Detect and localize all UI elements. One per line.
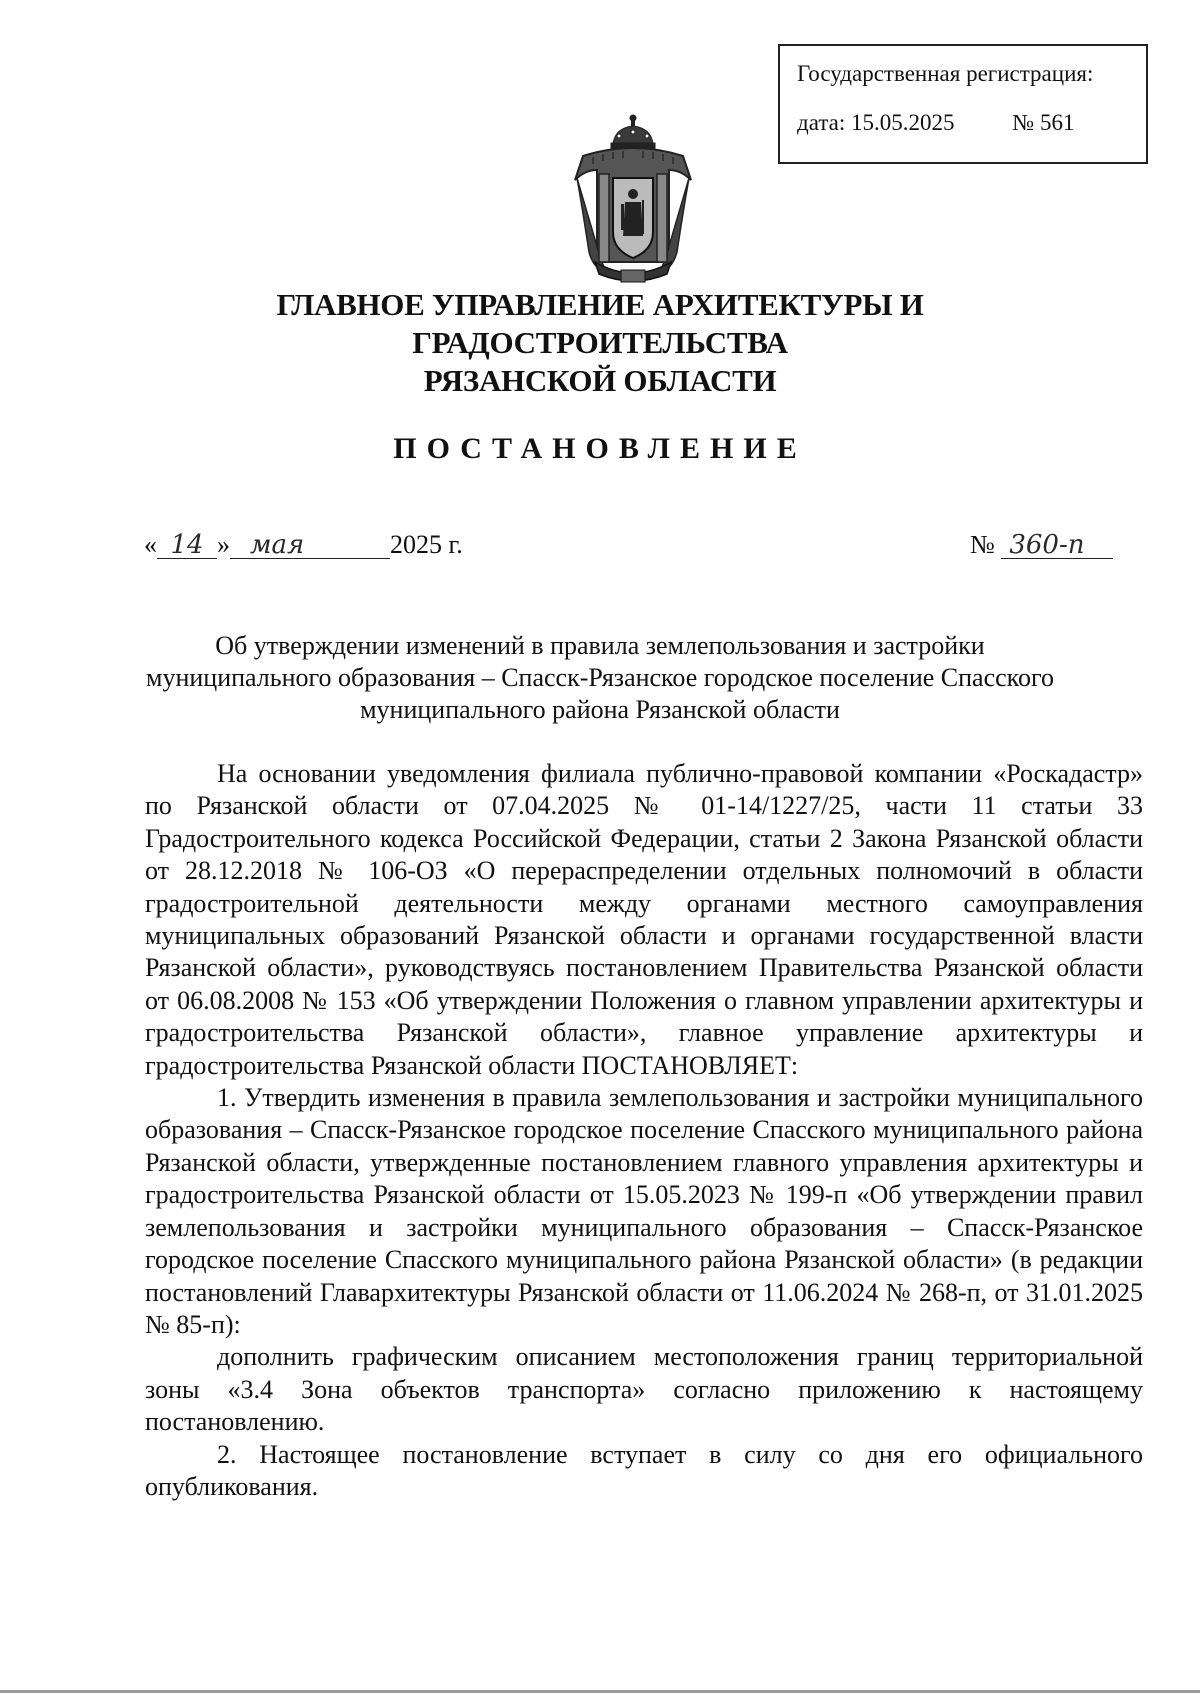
date-close-quote: »: [217, 530, 230, 559]
agency-name-line1: ГЛАВНОЕ УПРАВЛЕНИЕ АРХИТЕКТУРЫ И ГРАДОСТРОИТЕЛЬСТВА: [276, 287, 924, 360]
agency-name: [90, 286, 1110, 400]
date-day: 14: [157, 532, 217, 559]
item-1-subparagraph: дополнить графическим описанием местоположения границ территориальной зоны «3.4 Зона объектов транспорта» согласно приложению к настоящему постановлению.: [145, 1342, 1143, 1437]
date-open-quote: «: [144, 530, 157, 559]
scan-edge-divider: [0, 1690, 1200, 1693]
document-date: [144, 530, 463, 560]
document-type: ПОСТАНОВЛЕНИЕ: [393, 432, 807, 465]
preamble-paragraph: На основании уведомления филиала публично-правовой компании «Роскадастр» по Рязанской области от 07.04.2025 № 01-14/1227/25, части 11 статьи 33 Градостроительного кодекса Российской Федерации, статьи 2 Закона Рязанской области от 28.12.2018 № 106-ОЗ «О перераспределении отдельных полномочий в области градостроительной деятельности между органами местного самоуправления муниципальных образований Рязанской области и органами государственной власти Рязанской области», руководствуясь постановлением Правительства Рязанской области от 06.08.2008 № 153 «Об утверждении Положения о главном управлении архитектуры и градостроительства Рязанской области», главное управление архитектуры и градостроительства Рязанской области ПОСТАНОВЛЯЕТ:: [145, 759, 1143, 1080]
registration-date: дата: 15.05.2025: [797, 110, 955, 135]
registration-line: [797, 111, 1146, 134]
number-prefix: №: [970, 530, 995, 559]
title-line1: Об утверждении изменений в правила землепользования и застройки: [215, 631, 985, 660]
registration-box: [778, 44, 1148, 164]
coat-of-arms-icon: [563, 112, 703, 287]
document-body: [145, 758, 1143, 1503]
number-value: 360-п: [1001, 532, 1113, 559]
date-month: мая: [230, 532, 390, 559]
document-number: [970, 530, 1113, 560]
document-title: [130, 630, 1070, 726]
title-line3: муниципального района Рязанской области: [360, 695, 840, 724]
item-1-paragraph: 1. Утвердить изменения в правила землепользования и застройки муниципального образования – Спасск-Рязанское городское поселение Спасского муниципального района Рязанской области, утвержденные постановлением главного управления архитектуры и градостроительства Рязанской области от 15.05.2023 № 199-п «Об утверждении правил землепользования и застройки муниципального образования – Спасск-Рязанское городское поселение Спасского муниципального района Рязанской области» (в редакции постановлений Главархитектуры Рязанской области от 11.06.2024 № 268-п, от 31.01.2025 № 85-п):: [145, 1083, 1143, 1339]
item-2-paragraph: 2. Настоящее постановление вступает в силу со дня его официального опубликования.: [145, 1439, 1143, 1501]
date-year: 2025 г.: [390, 530, 463, 559]
title-line2: муниципального образования – Спасск-Рязанское городское поселение Спасского: [146, 663, 1054, 692]
agency-name-line2: РЯЗАНСКОЙ ОБЛАСТИ: [423, 363, 777, 398]
registration-title: Государственная регистрация:: [797, 61, 1094, 86]
registration-number: № 561: [1012, 110, 1075, 135]
